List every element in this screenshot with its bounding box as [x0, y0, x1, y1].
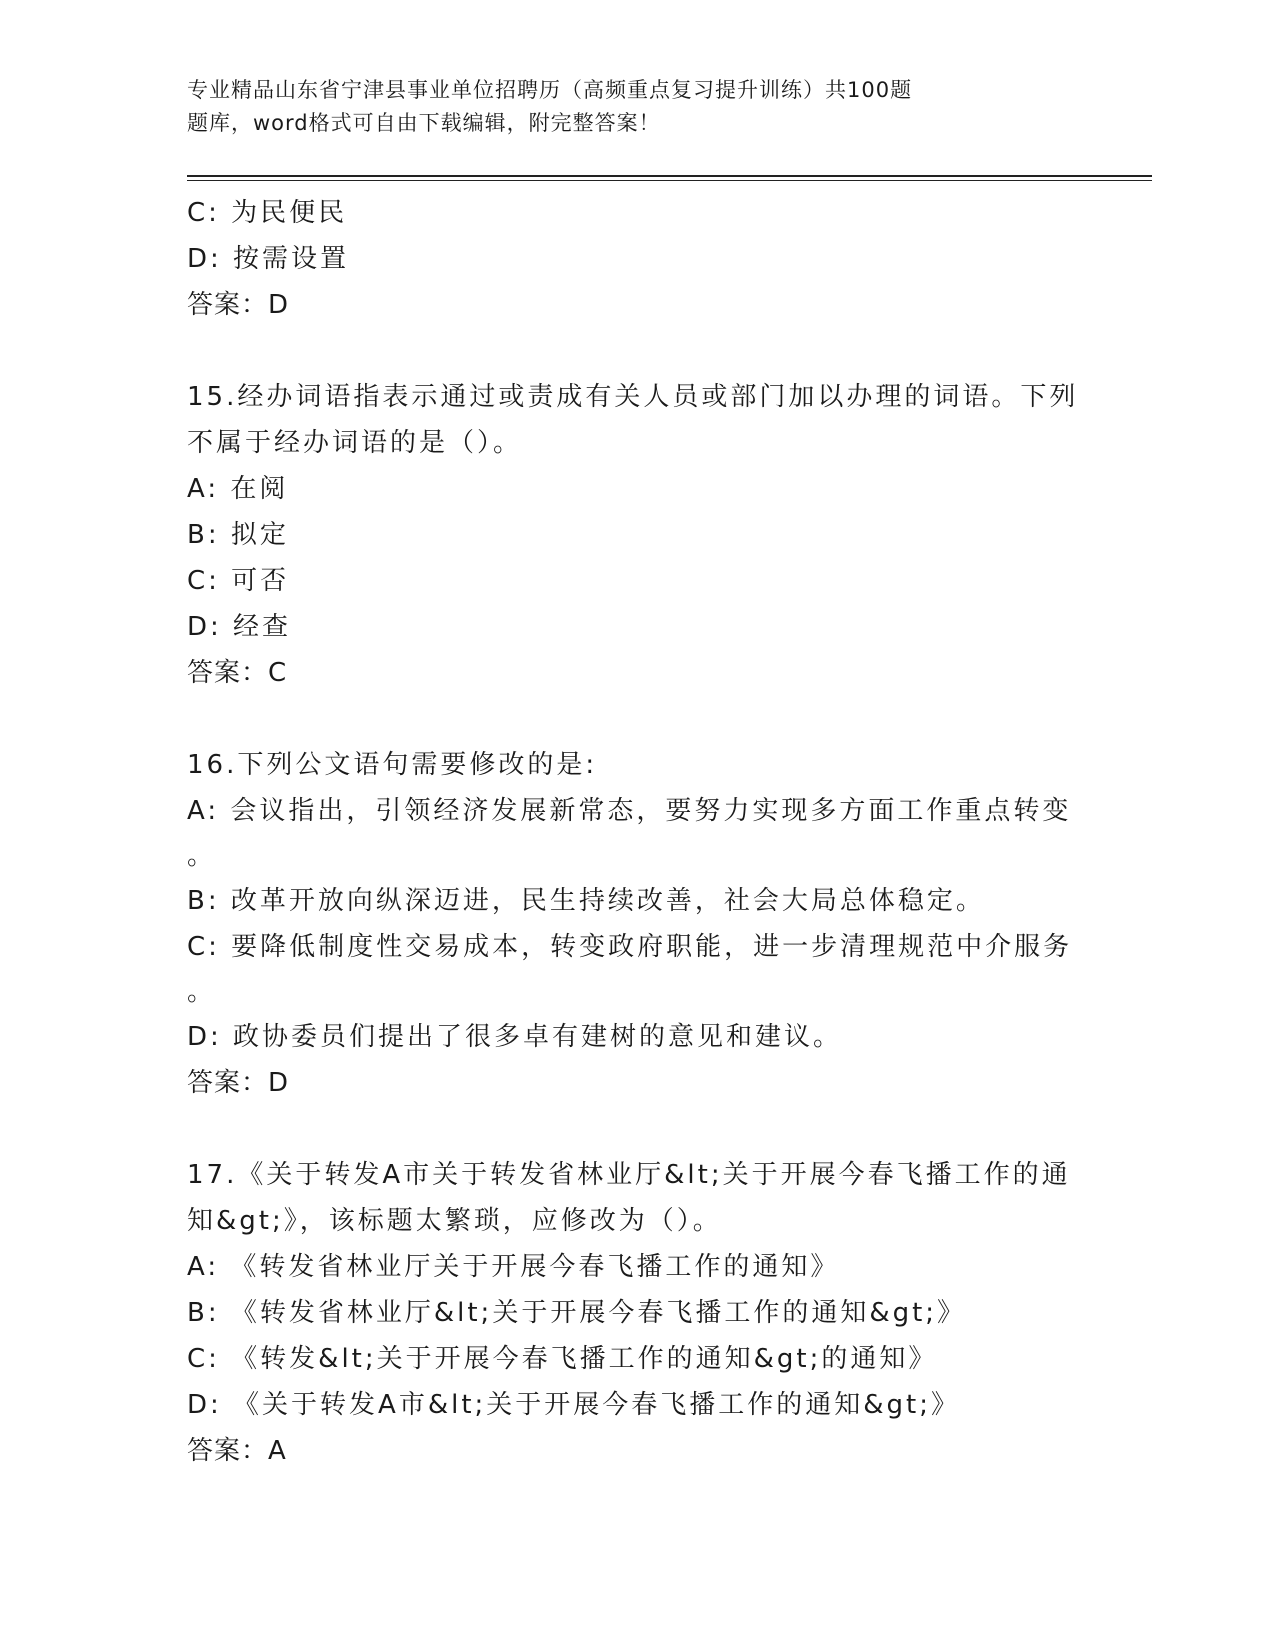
question-17 — [187, 1152, 1087, 1474]
spacer — [187, 328, 1087, 374]
option-d: D: 《关于转发A市&lt;关于开展今春飞播工作的通知&gt;》 — [187, 1390, 961, 1420]
option-a: A: 会议指出，引领经济发展新常态，要努力实现多方面工作重点转变 — [187, 796, 1072, 826]
question-stem-continued: 知&gt;》，该标题太繁琐，应修改为（）。 — [187, 1206, 722, 1236]
question-stem: 15.经办词语指表示通过或责成有关人员或部门加以办理的词语。下列 — [187, 382, 1079, 412]
option-d: D: 按需设置 — [187, 244, 350, 274]
answer-line: 答案：D — [187, 290, 290, 320]
answer-line: 答案：D — [187, 1068, 290, 1098]
option-b: B: 改革开放向纵深迈进，民生持续改善，社会大局总体稳定。 — [187, 886, 985, 916]
option-d: D: 政协委员们提出了很多卓有建树的意见和建议。 — [187, 1022, 843, 1052]
option-a: A: 《转发省林业厅关于开展今春飞播工作的通知》 — [187, 1252, 840, 1282]
header-divider-thick — [187, 175, 1152, 177]
option-d: D: 经查 — [187, 612, 292, 642]
question-stem: 17.《关于转发A市关于转发省林业厅&lt;关于开展今春飞播工作的通 — [187, 1160, 1071, 1190]
option-c-continued: 。 — [187, 977, 217, 1007]
question-content — [187, 190, 1087, 1474]
question-15 — [187, 374, 1087, 696]
option-c: C: 《转发&lt;关于开展今春飞播工作的通知&gt;的通知》 — [187, 1344, 938, 1374]
spacer — [187, 696, 1087, 742]
answer-line: 答案：A — [187, 1436, 287, 1466]
option-b: B: 《转发省林业厅&lt;关于开展今春飞播工作的通知&gt;》 — [187, 1298, 967, 1328]
question-16 — [187, 742, 1087, 1106]
question-stem-continued: 不属于经办词语的是（）。 — [187, 428, 523, 458]
option-a-continued: 。 — [187, 841, 217, 871]
document-header — [187, 74, 1127, 140]
header-title-line-2: 题库，word格式可自由下载编辑，附完整答案！ — [187, 111, 661, 135]
option-c: C: 可否 — [187, 566, 290, 596]
option-c: C: 为民便民 — [187, 198, 348, 228]
header-divider-thin — [187, 180, 1152, 181]
question-14-tail — [187, 190, 1087, 328]
spacer — [187, 1106, 1087, 1152]
option-b: B: 拟定 — [187, 520, 289, 550]
option-a: A: 在阅 — [187, 474, 289, 504]
header-title-line-1: 专业精品山东省宁津县事业单位招聘历（高频重点复习提升训练）共100题 — [187, 78, 913, 102]
answer-line: 答案：C — [187, 658, 288, 688]
option-c: C: 要降低制度性交易成本，转变政府职能，进一步清理规范中介服务 — [187, 932, 1073, 962]
question-stem: 16.下列公文语句需要修改的是: — [187, 750, 598, 780]
